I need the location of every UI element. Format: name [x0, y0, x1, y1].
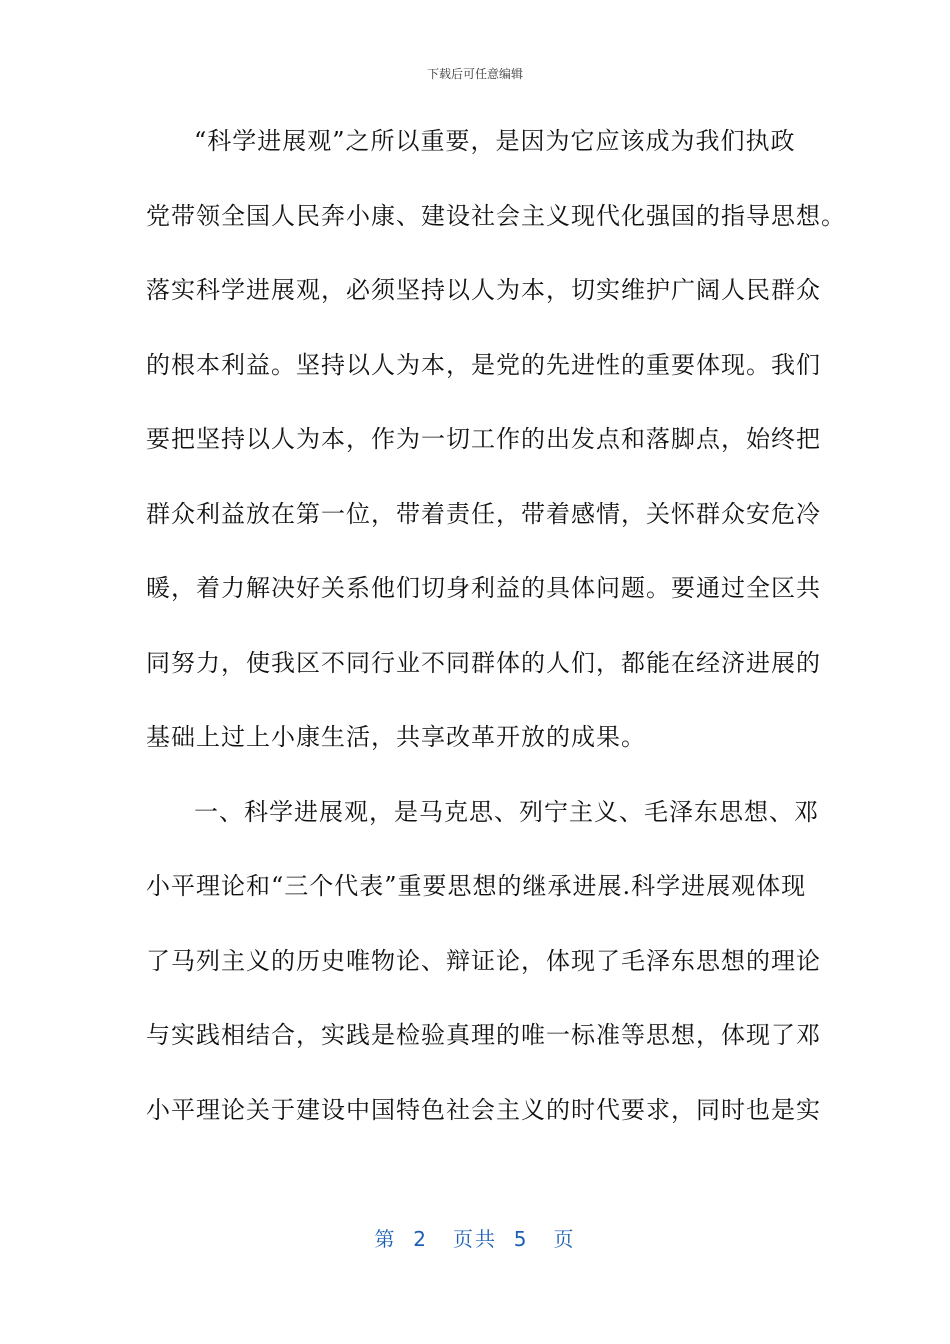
paragraph-line: 群众利益放在第一位，带着责任，带着感情，关怀群众安危冷 [146, 499, 821, 528]
paragraph-line: 要把坚持以人为本，作为一切工作的出发点和落脚点，始终把 [146, 425, 821, 453]
document-body [146, 104, 846, 1147]
page-label-prefix: 第 [374, 1227, 397, 1251]
paragraph-line: “科学进展观”之所以重要，是因为它应该成为我们执政 [194, 127, 796, 155]
paragraph-line: 的根本利益。坚持以人为本，是党的先进性的重要体现。我们 [146, 350, 821, 379]
page-footer [0, 1226, 950, 1252]
page-header: 下载后可任意编辑 [426, 67, 523, 81]
page-label-middle: 页共 [453, 1227, 497, 1251]
paragraph-line: 一、科学进展观，是马克思、列宁主义、毛泽东思想、邓 [194, 797, 819, 826]
paragraph-line: 落实科学进展观，必须坚持以人为本，切实维护广阔人民群众 [146, 276, 821, 304]
paragraph-1 [146, 104, 846, 775]
paragraph-line: 基础上过上小康生活，共享改革开放的成果。 [146, 723, 646, 751]
paragraph-line: 暖，着力解决好关系他们切身利益的具体问题。要通过全区共 [146, 574, 821, 602]
paragraph-line: 小平理论关于建设中国特色社会主义的时代要求，同时也是实 [146, 1095, 821, 1124]
paragraph-line: 同努力，使我区不同行业不同群体的人们，都能在经济进展的 [146, 648, 821, 677]
paragraph-line: 与实践相结合，实践是检验真理的唯一标准等思想，体现了邓 [146, 1021, 821, 1049]
paragraph-line: 了马列主义的历史唯物论、辩证论，体现了毛泽东思想的理论 [146, 946, 821, 975]
total-pages-number: 5 [513, 1227, 529, 1251]
paragraph-line: 党带领全国人民奔小康、建设社会主义现代化强国的指导思想。 [146, 201, 846, 230]
paragraph-line: 小平理论和“三个代表”重要思想的继承进展.科学进展观体现 [146, 872, 807, 900]
paragraph-2 [146, 775, 821, 1148]
page-label-suffix: 页 [553, 1227, 576, 1251]
current-page-number: 2 [413, 1227, 428, 1251]
